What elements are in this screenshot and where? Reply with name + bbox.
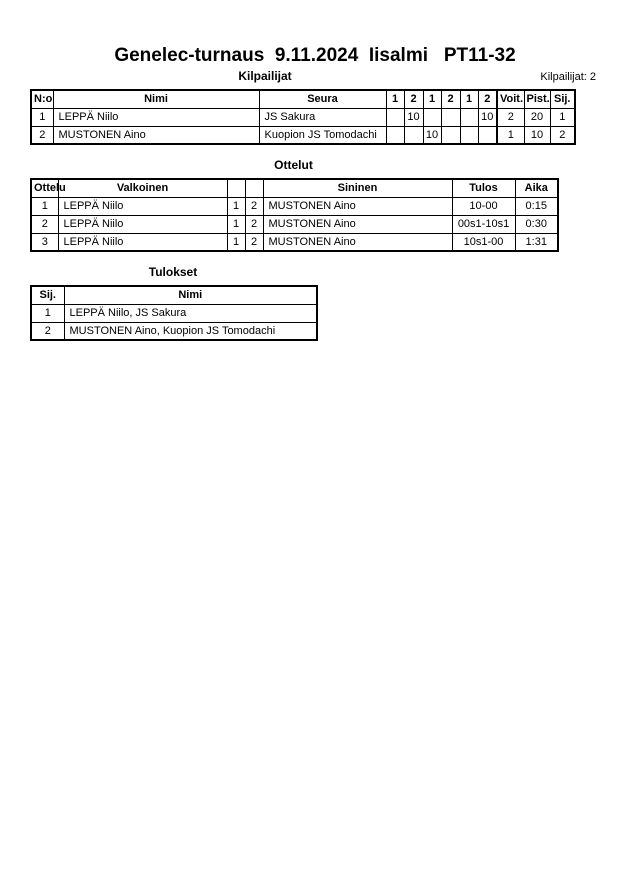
competitor-row <box>31 108 575 126</box>
col-header-no: N:o <box>31 90 53 108</box>
match-result: 10-00 <box>452 197 515 215</box>
competitor-score: 10 <box>478 108 497 126</box>
competitors-count: Kilpailijat: 2 <box>540 71 596 83</box>
competitors-table <box>30 89 576 145</box>
match-white-name: LEPPÄ Niilo <box>58 215 227 233</box>
matches-table <box>30 178 559 252</box>
col-header-name: Nimi <box>64 286 317 304</box>
match-blue-name: MUSTONEN Aino <box>263 197 452 215</box>
competitors-heading: Kilpailijat <box>238 69 292 83</box>
competitor-score: 10 <box>404 108 423 126</box>
result-row <box>31 322 317 340</box>
competitor-wins: 2 <box>497 108 524 126</box>
col-header-result: Tulos <box>452 179 515 197</box>
competitor-club: Kuopion JS Tomodachi <box>259 126 386 144</box>
competitor-score <box>386 126 404 144</box>
col-header-blue: Sininen <box>263 179 452 197</box>
col-header-round-6: 2 <box>478 90 497 108</box>
page-title: Genelec-turnaus 9.11.2024 Iisalmi PT11-32 <box>114 45 516 66</box>
competitor-points: 10 <box>524 126 550 144</box>
competitor-no: 2 <box>31 126 53 144</box>
competitor-points: 20 <box>524 108 550 126</box>
col-header-wins: Voit. <box>497 90 524 108</box>
match-white-name: LEPPÄ Niilo <box>58 197 227 215</box>
match-row <box>31 197 558 215</box>
col-header-club: Seura <box>259 90 386 108</box>
match-time: 0:15 <box>515 197 558 215</box>
col-header-round-3: 1 <box>423 90 441 108</box>
result-name: MUSTONEN Aino, Kuopion JS Tomodachi <box>64 322 317 340</box>
match-white-no: 1 <box>227 197 245 215</box>
competitor-name: MUSTONEN Aino <box>53 126 259 144</box>
match-no: 2 <box>31 215 58 233</box>
col-header-points: Pist. <box>524 90 550 108</box>
match-no: 1 <box>31 197 58 215</box>
match-time: 0:30 <box>515 215 558 233</box>
match-row <box>31 233 558 251</box>
competitors-header-row <box>31 90 575 108</box>
competitor-score: 10 <box>423 126 441 144</box>
match-white-name: LEPPÄ Niilo <box>58 233 227 251</box>
col-header-time: Aika <box>515 179 558 197</box>
match-blue-no: 2 <box>245 233 263 251</box>
match-row <box>31 215 558 233</box>
col-header-name: Nimi <box>53 90 259 108</box>
match-blue-no: 2 <box>245 197 263 215</box>
col-header-round-5: 1 <box>460 90 478 108</box>
competitor-name: LEPPÄ Niilo <box>53 108 259 126</box>
results-header-row <box>31 286 317 304</box>
competitor-place: 1 <box>550 108 575 126</box>
col-header-n1 <box>227 179 245 197</box>
match-result: 10s1-00 <box>452 233 515 251</box>
results-table <box>30 285 318 341</box>
result-place: 1 <box>31 304 64 322</box>
competitor-place: 2 <box>550 126 575 144</box>
match-result: 00s1-10s1 <box>452 215 515 233</box>
col-header-round-2: 2 <box>404 90 423 108</box>
match-no: 3 <box>31 233 58 251</box>
competitor-row <box>31 126 575 144</box>
match-time: 1:31 <box>515 233 558 251</box>
competitor-club: JS Sakura <box>259 108 386 126</box>
col-header-place: Sij. <box>550 90 575 108</box>
col-header-place: Sij. <box>31 286 64 304</box>
competitor-score <box>478 126 497 144</box>
competitor-score <box>441 108 460 126</box>
col-header-white: Valkoinen <box>58 179 227 197</box>
competitor-score <box>423 108 441 126</box>
result-row <box>31 304 317 322</box>
matches-header-row <box>31 179 558 197</box>
competitor-score <box>441 126 460 144</box>
results-heading: Tulokset <box>148 265 198 279</box>
col-header-round-4: 2 <box>441 90 460 108</box>
result-name: LEPPÄ Niilo, JS Sakura <box>64 304 317 322</box>
competitor-score <box>460 126 478 144</box>
match-blue-name: MUSTONEN Aino <box>263 215 452 233</box>
col-header-match: Ottelu <box>31 179 58 197</box>
competitor-score <box>404 126 423 144</box>
col-header-round-1: 1 <box>386 90 404 108</box>
competitor-score <box>386 108 404 126</box>
match-white-no: 1 <box>227 233 245 251</box>
match-blue-name: MUSTONEN Aino <box>263 233 452 251</box>
competitor-score <box>460 108 478 126</box>
matches-heading: Ottelut <box>274 158 313 172</box>
result-place: 2 <box>31 322 64 340</box>
competitor-wins: 1 <box>497 126 524 144</box>
competitor-no: 1 <box>31 108 53 126</box>
col-header-n2 <box>245 179 263 197</box>
match-white-no: 1 <box>227 215 245 233</box>
match-blue-no: 2 <box>245 215 263 233</box>
